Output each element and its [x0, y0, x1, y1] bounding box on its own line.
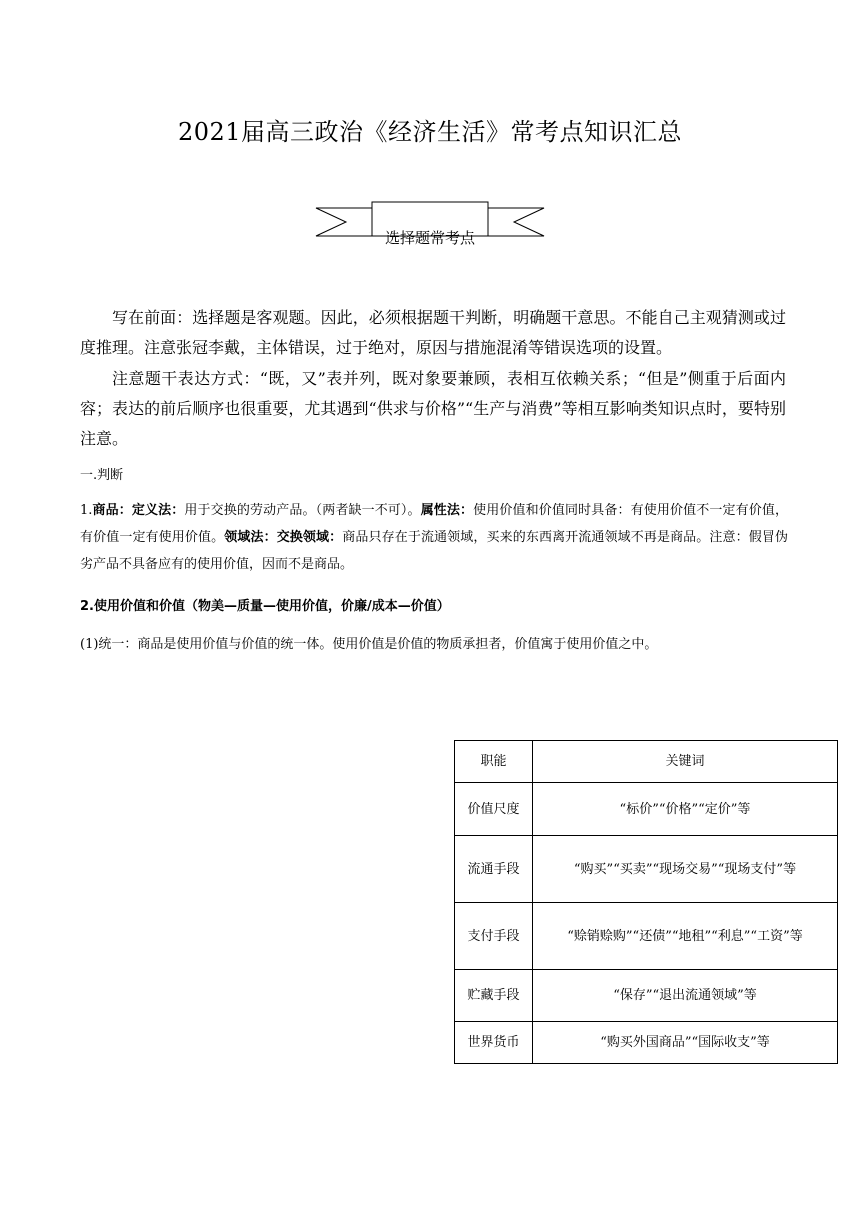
ribbon-banner [314, 200, 546, 252]
function-cell: 价值尺度 [455, 783, 533, 836]
attribute-text: 使用价值和价值同时具备：有使用价值不一定有价值，有价值一定有使用价值。 [80, 503, 788, 545]
item-number: 1. [80, 503, 93, 518]
banner-label: 选择题常考点 [384, 229, 475, 247]
document-title: 2021届高三政治《经济生活》常考点知识汇总 [177, 118, 683, 146]
header-keywords: 关键词 [533, 741, 838, 783]
table-row [455, 1022, 838, 1064]
table-row [455, 903, 838, 970]
definition-text: 用于交换的劳动产品。（两者缺一不可）。 [184, 503, 421, 518]
keywords-cell: “购买外国商品”“国际收支”等 [533, 1022, 838, 1064]
function-cell: 世界货币 [455, 1022, 533, 1064]
keywords-cell: “保存”“退出流通领域”等 [533, 970, 838, 1022]
section-heading: 一.判断 [80, 468, 124, 483]
function-cell: 贮藏手段 [455, 970, 533, 1022]
expression-note-paragraph: 注意题干表达方式：“既，又”表并列，既对象要兼顾，表相互依赖关系；“但是”侧重于后面内容；表达的前后顺序也很重要，尤其遇到“供求与价格”“生产与消费”等相互影响类知识点时，要特别注意。 [80, 369, 786, 448]
intro-paragraph: 写在前面：选择题是客观题。因此，必须根据题干判断，明确题干意思。不能自己主观猜测或过度推理。注意张冠李戴，主体错误，过于绝对，原因与措施混淆等错误选项的设置。 [80, 308, 786, 357]
table-row [455, 783, 838, 836]
commodity-item [80, 497, 788, 578]
table-row [455, 970, 838, 1022]
table-header-row [455, 741, 838, 783]
header-function: 职能 [455, 741, 533, 783]
domain-keyword: 领域法：交换领域： [224, 530, 343, 545]
keywords-cell: “赊销赊购”“还债”“地租”“利息”“工资”等 [533, 903, 838, 970]
domain-text: 商品只存在于流通领域，买来的东西离开流通领域不再是商品。注意：假冒伪劣产品不具备应有的使用价值，因而不是商品。 [80, 530, 788, 572]
table-row [455, 836, 838, 903]
unity-item: (1)统一：商品是使用价值与价值的统一体。使用价值是价值的物质承担者，价值寓于使用价值之中。 [80, 637, 658, 652]
keywords-cell: “购买”“买卖”“现场交易”“现场支付”等 [533, 836, 838, 903]
keywords-cell: “标价”“价格”“定价”等 [533, 783, 838, 836]
use-value-heading: 2.使用价值和价值（物美—质量—使用价值，价廉/成本—价值） [80, 599, 450, 614]
function-cell: 流通手段 [455, 836, 533, 903]
attribute-keyword: 属性法： [420, 503, 474, 518]
definition-keyword: 商品：定义法： [92, 503, 185, 518]
function-cell: 支付手段 [455, 903, 533, 970]
money-function-table [454, 740, 838, 1064]
